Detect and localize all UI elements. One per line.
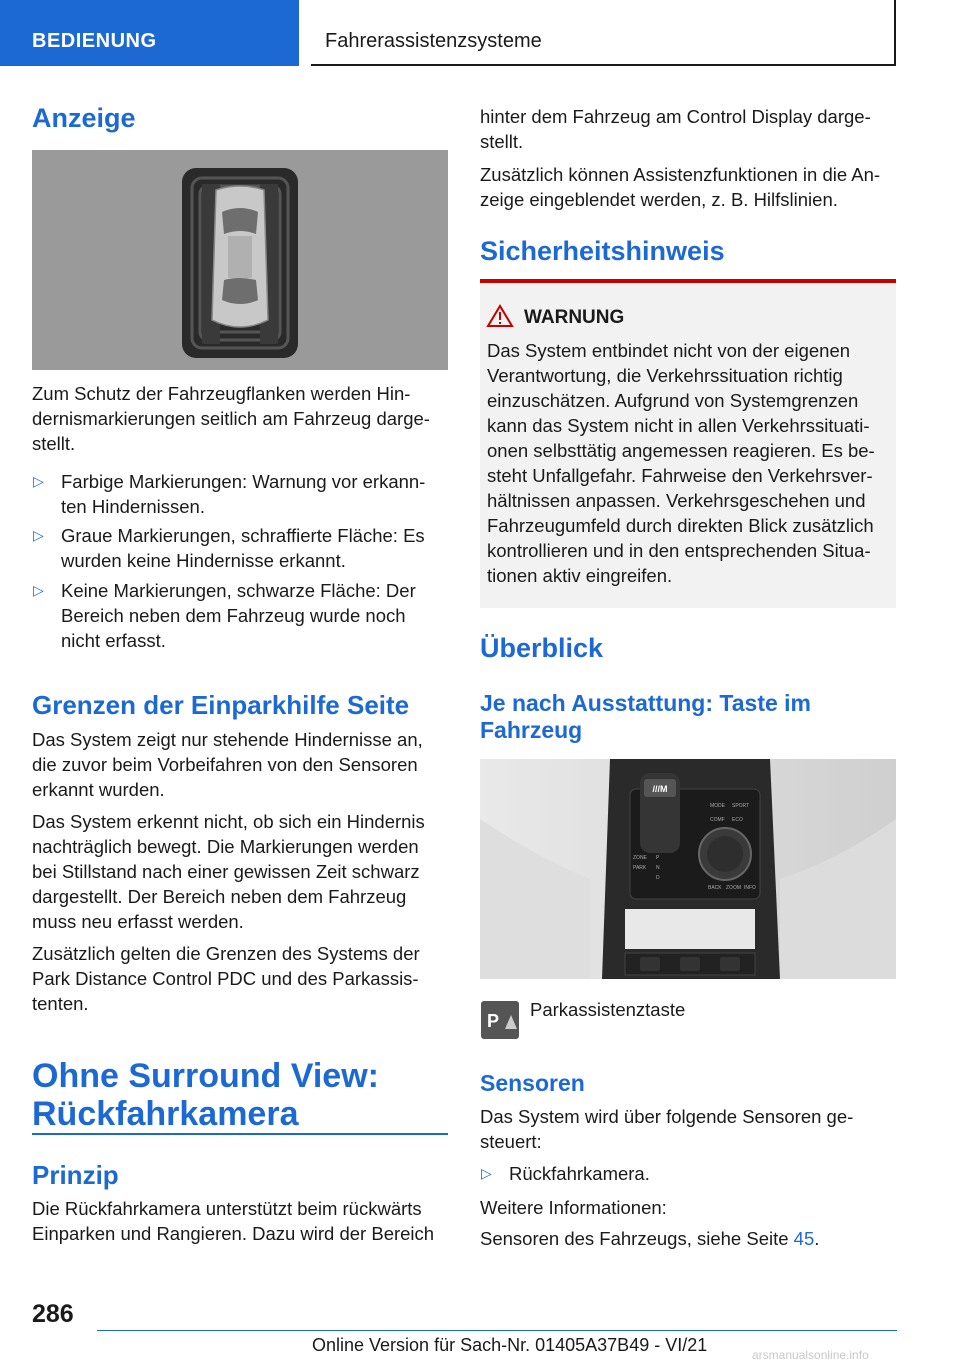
console-label: ZONE [633, 855, 647, 861]
grenzen-paragraph-3 [32, 941, 452, 1016]
text-line: steht Unfallgefahr. Fahrweise den Verkehrsver- [487, 465, 873, 486]
bullet-line: Rückfahrkamera. [509, 1163, 650, 1184]
grenzen-paragraph-2 [32, 809, 452, 934]
text-line: Die Rückfahrkamera unterstützt beim rückwärts [32, 1198, 422, 1219]
console-label: COMF [710, 817, 725, 823]
text-line: kontrollieren und in den entsprechenden Situa- [487, 540, 871, 561]
console-label: P [656, 855, 660, 861]
bullet-triangle-icon: ▷ [481, 1165, 492, 1181]
text-line: zeige eingeblendet werden, z. B. Hilfslinien. [480, 189, 838, 210]
grenzen-paragraph-1 [32, 727, 452, 802]
park-assist-button-icon [481, 1001, 519, 1039]
park-assist-icon-letter: P [486, 1011, 500, 1031]
taste-heading [480, 690, 811, 744]
header-section-label: BEDIENUNG [32, 30, 157, 52]
console-label: ECO [732, 817, 743, 823]
footer-online-version [312, 1335, 707, 1356]
anzeige-paragraph [32, 381, 452, 456]
sensoren-reference [480, 1226, 819, 1251]
prinzip-paragraph [32, 1196, 452, 1246]
text-line: tenten. [32, 993, 89, 1014]
warning-text [487, 338, 895, 588]
bullet-line: Keine Markierungen, schwarze Fläche: Der [61, 580, 416, 601]
bullet-triangle-icon: ▷ [33, 527, 44, 543]
header-chapter-label: Fahrerassistenzsysteme [325, 30, 542, 52]
bullet-line: wurden keine Hindernisse erkannt. [61, 550, 346, 571]
warning-label: WARNUNG [524, 307, 625, 328]
anzeige-line: stellt. [32, 433, 76, 454]
text-line: die zuvor beim Vorbeifahren von den Sensoren [32, 754, 418, 775]
heading-line: Fahrzeug [480, 717, 583, 743]
ohne-surround-heading [32, 1057, 379, 1133]
text-line: Verantwortung, die Verkehrssituation richtig [487, 365, 843, 386]
heading-line: Je nach Ausstattung: Taste im [480, 690, 812, 716]
text-line: Das System wird über folgende Sensoren ge- [480, 1106, 854, 1127]
header-chapter-box [311, 0, 896, 66]
anzeige-line: Zum Schutz der Fahrzeugflanken werden Hin- [32, 383, 411, 404]
warning-triangle-icon [486, 304, 514, 328]
reference-text: Sensoren des Fahrzeugs, siehe Seite [480, 1228, 794, 1249]
text-line: steuert: [480, 1131, 542, 1152]
sensoren-heading: Sensoren [480, 1070, 585, 1096]
center-console-illustration [480, 759, 896, 979]
parking-display-illustration [32, 150, 448, 370]
bullet-line: Graue Markierungen, schraffierte Fläche: Es [61, 525, 425, 546]
heading-line: Ohne Surround View: [32, 1057, 379, 1095]
bullet-triangle-icon: ▷ [33, 473, 44, 489]
anzeige-line: dernismarkierungen seitlich am Fahrzeug darge- [32, 408, 430, 429]
heading-line: Rückfahrkamera [32, 1095, 299, 1133]
prinzip-heading: Prinzip [32, 1160, 119, 1190]
console-label: MODE [710, 803, 725, 809]
text-line: Einparken und Rangieren. Dazu wird der Bereich [32, 1223, 435, 1244]
text-line: hinter dem Fahrzeug am Control Display darge- [480, 106, 871, 127]
bullet-line: Farbige Markierungen: Warnung vor erkann- [61, 471, 426, 492]
text-line: Fahrzeugumfeld durch direkten Blick zusätzlich [487, 515, 874, 536]
bullet-line: Bereich neben dem Fahrzeug wurde noch [61, 605, 406, 626]
bullet-triangle-icon: ▷ [33, 582, 44, 598]
text-line: Das System zeigt nur stehende Hindernisse an, [32, 729, 423, 750]
console-label: BACK [708, 885, 722, 891]
section-divider [32, 1133, 448, 1135]
page-reference-link[interactable]: 45 [793, 1228, 815, 1249]
text-line: erkannt wurden. [32, 779, 165, 800]
footer-online-text: Online Version für Sach-Nr. 01405A37B49 - VI/21 [312, 1335, 708, 1355]
console-label: ZOOM [726, 885, 741, 891]
watermark: arsmanualsonline.info [752, 1348, 869, 1362]
text-line: Zusätzlich können Assistenzfunktionen in die An- [480, 164, 881, 185]
header-section-tab [0, 0, 299, 66]
grenzen-heading: Grenzen der Einparkhilfe Seite [32, 690, 410, 720]
text-line: tionen aktiv eingreifen. [487, 565, 673, 586]
text-line: einzuschätzen. Aufgrund von Systemgrenzen [487, 390, 859, 411]
park-assist-label: Parkassistenztaste [530, 999, 686, 1020]
continuation-paragraph-2 [480, 162, 900, 212]
text-line: onen selbsttätig angemessen reagieren. Es be- [487, 440, 875, 461]
ueberblick-heading: Überblick [480, 633, 604, 663]
console-label: SPORT [732, 803, 750, 809]
text-line: bei Stillstand nach einer gewissen Zeit schwarz [32, 861, 420, 882]
text-line: dargestellt. Der Bereich neben dem Fahrzeug [32, 886, 407, 907]
text-line: Zusätzlich gelten die Grenzen des Systems der [32, 943, 420, 964]
text-line: nachträglich bewegt. Die Markierungen werden [32, 836, 419, 857]
page-number: 286 [32, 1300, 74, 1328]
footer-divider [97, 1330, 897, 1331]
text-line: kann das System nicht in allen Verkehrssituati- [487, 415, 870, 436]
text-line: Das System entbindet nicht von der eigenen [487, 340, 851, 361]
console-label: PARK [633, 865, 647, 871]
text-line: Park Distance Control PDC und des Parkassis- [32, 968, 419, 989]
reference-suffix: . [814, 1228, 820, 1249]
bullet-line: ten Hindernissen. [61, 496, 205, 517]
sensoren-paragraph [480, 1104, 900, 1154]
text-line: Das System erkennt nicht, ob sich ein Hindernis [32, 811, 425, 832]
text-line: muss neu erfasst werden. [32, 911, 244, 932]
console-label: N [656, 865, 660, 871]
weitere-info-label: Weitere Informationen: [480, 1197, 667, 1218]
console-label: D [656, 875, 660, 881]
text-line: stellt. [480, 131, 524, 152]
continuation-paragraph-1 [480, 104, 900, 154]
console-label: INFO [744, 885, 756, 891]
bullet-line: nicht erfasst. [61, 630, 166, 651]
console-logo: ///M [652, 784, 668, 794]
anzeige-heading: Anzeige [32, 103, 136, 133]
text-line: hältnissen anpassen. Verkehrsgeschehen und [487, 490, 866, 511]
sicherheit-heading: Sicherheitshinweis [480, 236, 725, 266]
